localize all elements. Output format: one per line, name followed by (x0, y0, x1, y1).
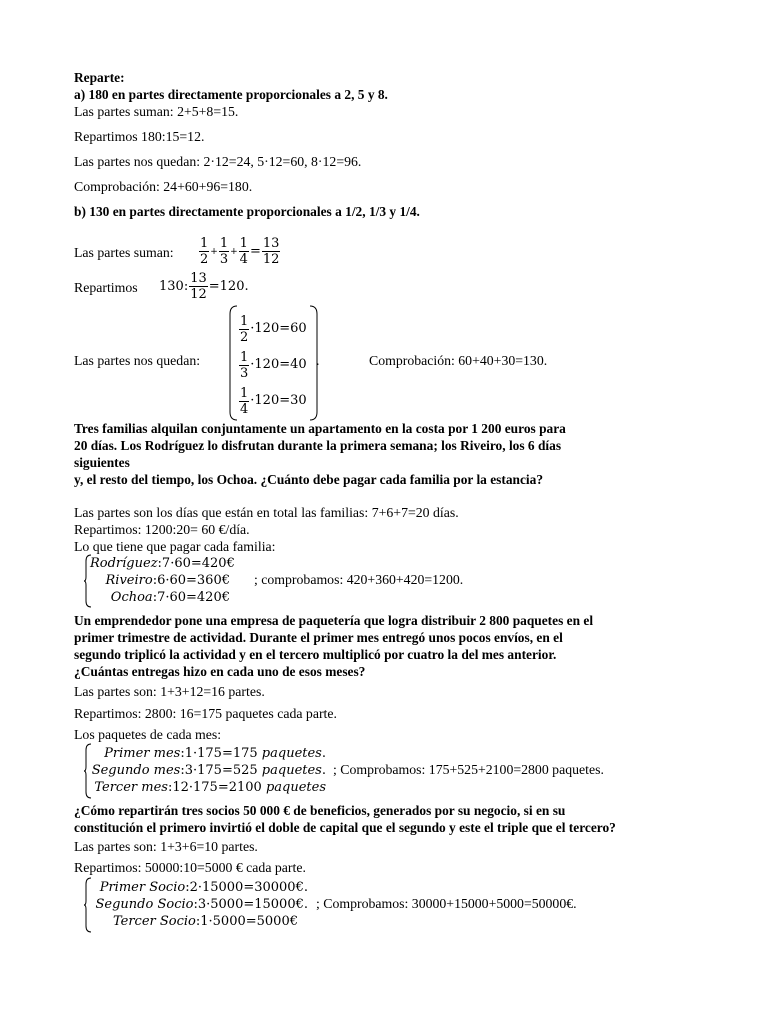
month-name: Segundo mes (91, 763, 181, 778)
result: =120. (208, 278, 249, 294)
numerator: 1 (240, 385, 249, 401)
unit: paquetes (261, 763, 322, 778)
part-b-parts-label: Las partes nos quedan: (74, 353, 201, 368)
family-row-rodriguez (90, 556, 235, 573)
punctuation: . (303, 897, 308, 912)
partner-amount: :3·5000=15000€ (193, 897, 304, 912)
section-2-line-3: Lo que tiene que pagar cada familia: (74, 539, 276, 554)
part-b-rep-label: Repartimos (74, 280, 138, 295)
month-name: Primer mes (104, 746, 181, 761)
fraction (199, 236, 209, 267)
part-b-dot: . (316, 353, 320, 368)
denominator: 4 (240, 401, 249, 417)
numerator: 1 (240, 313, 249, 329)
part-b-sum-label: Las partes suman: (74, 245, 174, 260)
section-2-line-2: Repartimos: 1200:20= 60 €/día. (74, 522, 250, 537)
numerator: 1 (239, 236, 248, 251)
family-amount: :7·60=420€ (157, 556, 235, 571)
problem-4-line-2: constitución el primero invirtió el doble de capital que el segundo y este el triple que el tercero? (74, 820, 616, 835)
problem-2-line-3: siguientes (74, 455, 130, 470)
part-b-title: b) 130 en partes directamente proporcionales a 1/2, 1/3 y 1/4. (74, 204, 420, 219)
denominator: 12 (262, 252, 280, 267)
section-4-line-1: Las partes son: 1+3+6=10 partes. (74, 839, 258, 854)
partner-name: Segundo Socio (95, 897, 194, 912)
fraction (239, 236, 249, 267)
fraction (219, 236, 229, 267)
division-sign: : (183, 278, 189, 294)
month-amount: :1·175=175 (180, 746, 258, 761)
problem-3-line-2: primer trimestre de actividad. Durante el primer mes entregó unos pocos envíos, en el (74, 630, 563, 645)
family-name: Riveiro (105, 573, 153, 588)
family-amount: :6·60=360€ (152, 573, 230, 588)
punctuation: . (321, 763, 326, 778)
denominator: 4 (239, 252, 248, 267)
problem-3-line-4: ¿Cuántas entregas hizo en cada uno de esos meses? (74, 664, 366, 679)
partner-name: Primer Socio (99, 880, 186, 895)
problem-3-line-3: segundo triplicó la actividad y en el tercero multiplicó por cuatro la del mes anterior. (74, 647, 557, 662)
partner-row-2 (90, 897, 308, 914)
section-4-line-2: Repartimos: 50000:10=5000 € cada parte. (74, 860, 306, 875)
family-name: Rodríguez (90, 556, 158, 571)
punctuation: . (303, 880, 308, 895)
section-3-line-1: Las partes son: 1+3+12=16 partes. (74, 684, 265, 699)
month-row-3 (90, 780, 326, 797)
plus-sign: + (230, 246, 238, 257)
numerator: 13 (190, 271, 207, 286)
problem-4-line-1: ¿Cómo repartirán tres socios 50 000 € de beneficios, generados por su negocio, si en su (74, 803, 566, 818)
fraction (262, 236, 281, 267)
section-3-rows (90, 746, 326, 797)
denominator: 2 (200, 252, 209, 267)
numerator: 1 (200, 236, 209, 251)
section-2-rows (90, 556, 235, 607)
problem-3-line-1: Un emprendedor pone una empresa de paquetería que logra distribuir 2 800 paquetes en el (74, 613, 594, 628)
section-3-line-3: Los paquetes de cada mes: (74, 727, 222, 742)
denominator: 2 (240, 329, 249, 345)
section-2-check: ; comprobamos: 420+360+420=1200. (254, 572, 464, 587)
part-a-line-1: Las partes suman: 2+5+8=15. (74, 104, 239, 119)
month-name: Tercer mes (94, 780, 168, 795)
family-row-riveiro (90, 573, 230, 590)
partner-row-1 (90, 880, 308, 897)
section-3-check: ; Comprobamos: 175+525+2100=2800 paquetes. (333, 762, 604, 777)
partner-row-3 (90, 914, 308, 931)
partner-amount: :2·15000=30000€ (185, 880, 304, 895)
problem-2-line-2: 20 días. Los Rodríguez lo disfrutan durante la primera semana; los Riveiro, los 6 días (74, 438, 562, 453)
denominator: 12 (190, 287, 207, 302)
part-a-title: a) 180 en partes directamente proporcionales a 2, 5 y 8. (74, 87, 388, 102)
part-b-check: Comprobación: 60+40+30=130. (369, 353, 548, 368)
section-2-line-1: Las partes son los días que están en total las familias: 7+6+7=20 días. (74, 505, 459, 520)
family-amount: :7·60=420€ (152, 590, 230, 605)
part-b-sum-equation (198, 236, 281, 267)
month-amount: :3·175=525 (180, 763, 258, 778)
family-name: Ochoa (110, 590, 153, 605)
part-b-parts-list (238, 311, 307, 419)
part-expression: ·120=30 (250, 393, 307, 408)
part-b-rep-equation (159, 271, 249, 302)
unit: paquetes (265, 780, 326, 795)
month-amount: :12·175=2100 (167, 780, 262, 795)
denominator: 3 (240, 365, 249, 381)
partner-amount: :1·5000=5000€ (195, 914, 298, 929)
month-row-2 (90, 763, 326, 780)
numerator: 1 (219, 236, 229, 251)
dividend: 130 (159, 278, 184, 294)
part-a-line-4: Comprobación: 24+60+96=180. (74, 179, 253, 194)
part-expression: ·120=40 (250, 357, 307, 372)
part-b-row-1 (238, 311, 307, 347)
heading-reparte: Reparte: (74, 70, 125, 85)
section-3-line-2: Repartimos: 2800: 16=175 paquetes cada parte. (74, 706, 337, 721)
punctuation: . (321, 746, 326, 761)
section-4-rows (90, 880, 308, 931)
section-4-check: ; Comprobamos: 30000+15000+5000=50000€. (316, 896, 577, 911)
partner-name: Tercer Socio (112, 914, 196, 929)
part-a-line-2: Repartimos 180:15=12. (74, 129, 205, 144)
month-row-1 (90, 746, 326, 763)
fraction (189, 271, 208, 302)
denominator: 3 (219, 252, 229, 267)
numerator: 1 (240, 349, 249, 365)
problem-2-line-4: y, el resto del tiempo, los Ochoa. ¿Cuánto debe pagar cada familia por la estancia? (74, 472, 544, 487)
part-b-row-2 (238, 347, 307, 383)
part-a-line-3: Las partes nos quedan: 2·12=24, 5·12=60, 8·12=96. (74, 154, 362, 169)
part-b-row-3 (238, 383, 307, 419)
equals-sign: = (249, 243, 261, 259)
numerator: 13 (262, 236, 280, 251)
unit: paquetes (261, 746, 322, 761)
part-expression: ·120=60 (250, 321, 307, 336)
problem-2-line-1: Tres familias alquilan conjuntamente un apartamento en la costa por 1 200 euros para (74, 421, 566, 436)
plus-sign: + (210, 246, 218, 257)
family-row-ochoa (90, 590, 230, 607)
